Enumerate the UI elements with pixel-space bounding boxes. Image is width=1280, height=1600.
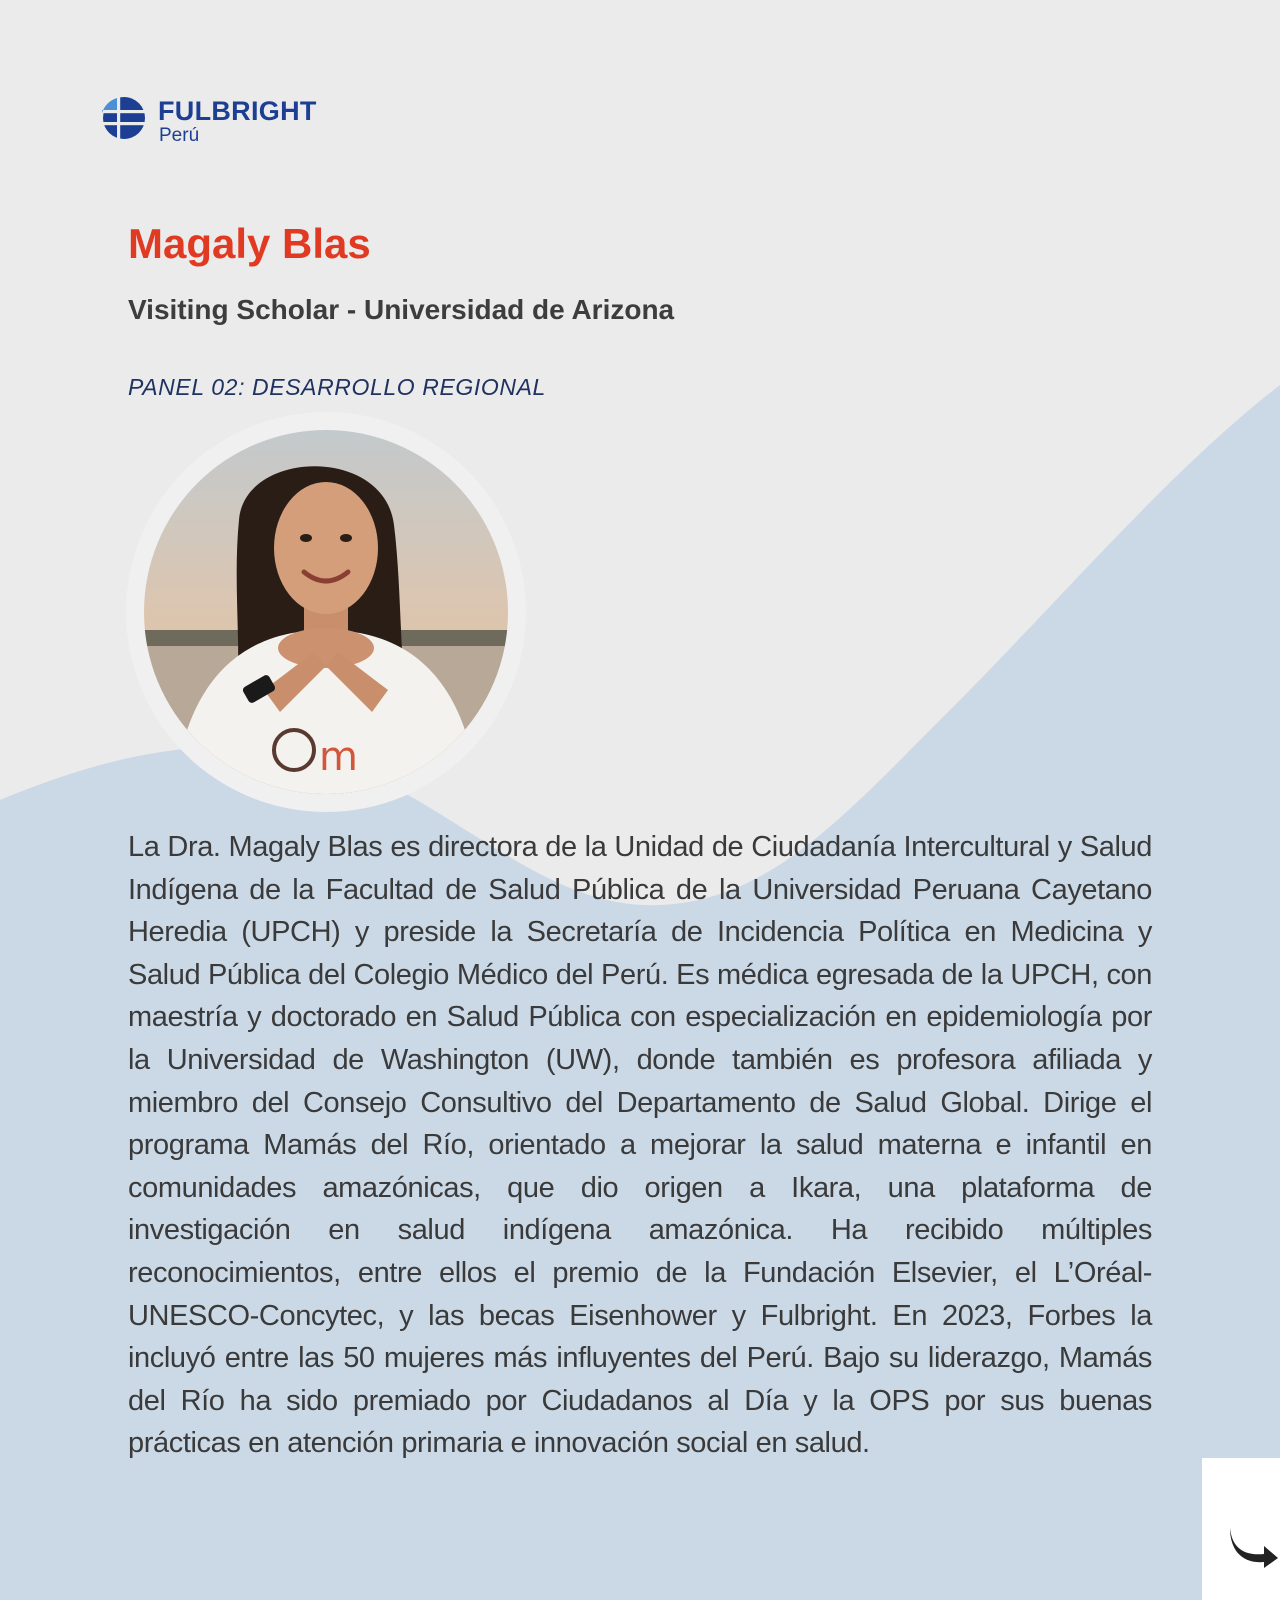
logo-country: Perú [159, 125, 200, 146]
globe-icon [102, 96, 146, 140]
logo-name: FULBRIGHT [158, 96, 317, 126]
panel-label: PANEL 02: DESARROLLO REGIONAL [128, 374, 546, 400]
profile-photo [144, 430, 508, 794]
profile-name: Magaly Blas [128, 220, 371, 267]
profile-bio: La Dra. Magaly Blas es directora de la Unidad de Ciudadanía Intercultural y Salud Indígena de la Facultad de Salud Pública de la Universidad Peruana Cayetano Heredia (UPCH) y preside la Secretaría de Incidencia Política en Medicina y Salud Pública del Colegio Médico del Perú. Es médica egresada de la UPCH, con maestría y doctorado en Salud Pública con especialización en epidemiología por la Universidad de Washington (UW), donde también es profesora afiliada y miembro del Consejo Consultivo del Departamento de Salud Global. Dirige el programa Mamás del Río, orientado a mejorar la salud materna e infantil en comunidades amazónicas, que dio origen a Ikara, una plataforma de investigación en salud indígena amazónica. Ha recibido múltiples reconocimientos, entre ellos el premio de la Fundación Elsevier, el L’Oréal-UNESCO-Concytec, y las becas Eisenhower y Fulbright. En 2023, Forbes la incluyó entre las 50 mujeres más influyentes del Perú. Bajo su liderazgo, Mamás del Río ha sido premiado por Ciudadanos al Día y la OPS por sus buenas prácticas en atención primaria e innovación social en salud. [128, 831, 1152, 1460]
fulbright-logo [102, 96, 317, 146]
profile-role: Visiting Scholar - Universidad de Arizona [128, 294, 675, 325]
curved-arrow-right-icon [1228, 1524, 1280, 1568]
next-button[interactable] [1202, 1458, 1280, 1600]
svg-text:m: m [319, 734, 358, 780]
